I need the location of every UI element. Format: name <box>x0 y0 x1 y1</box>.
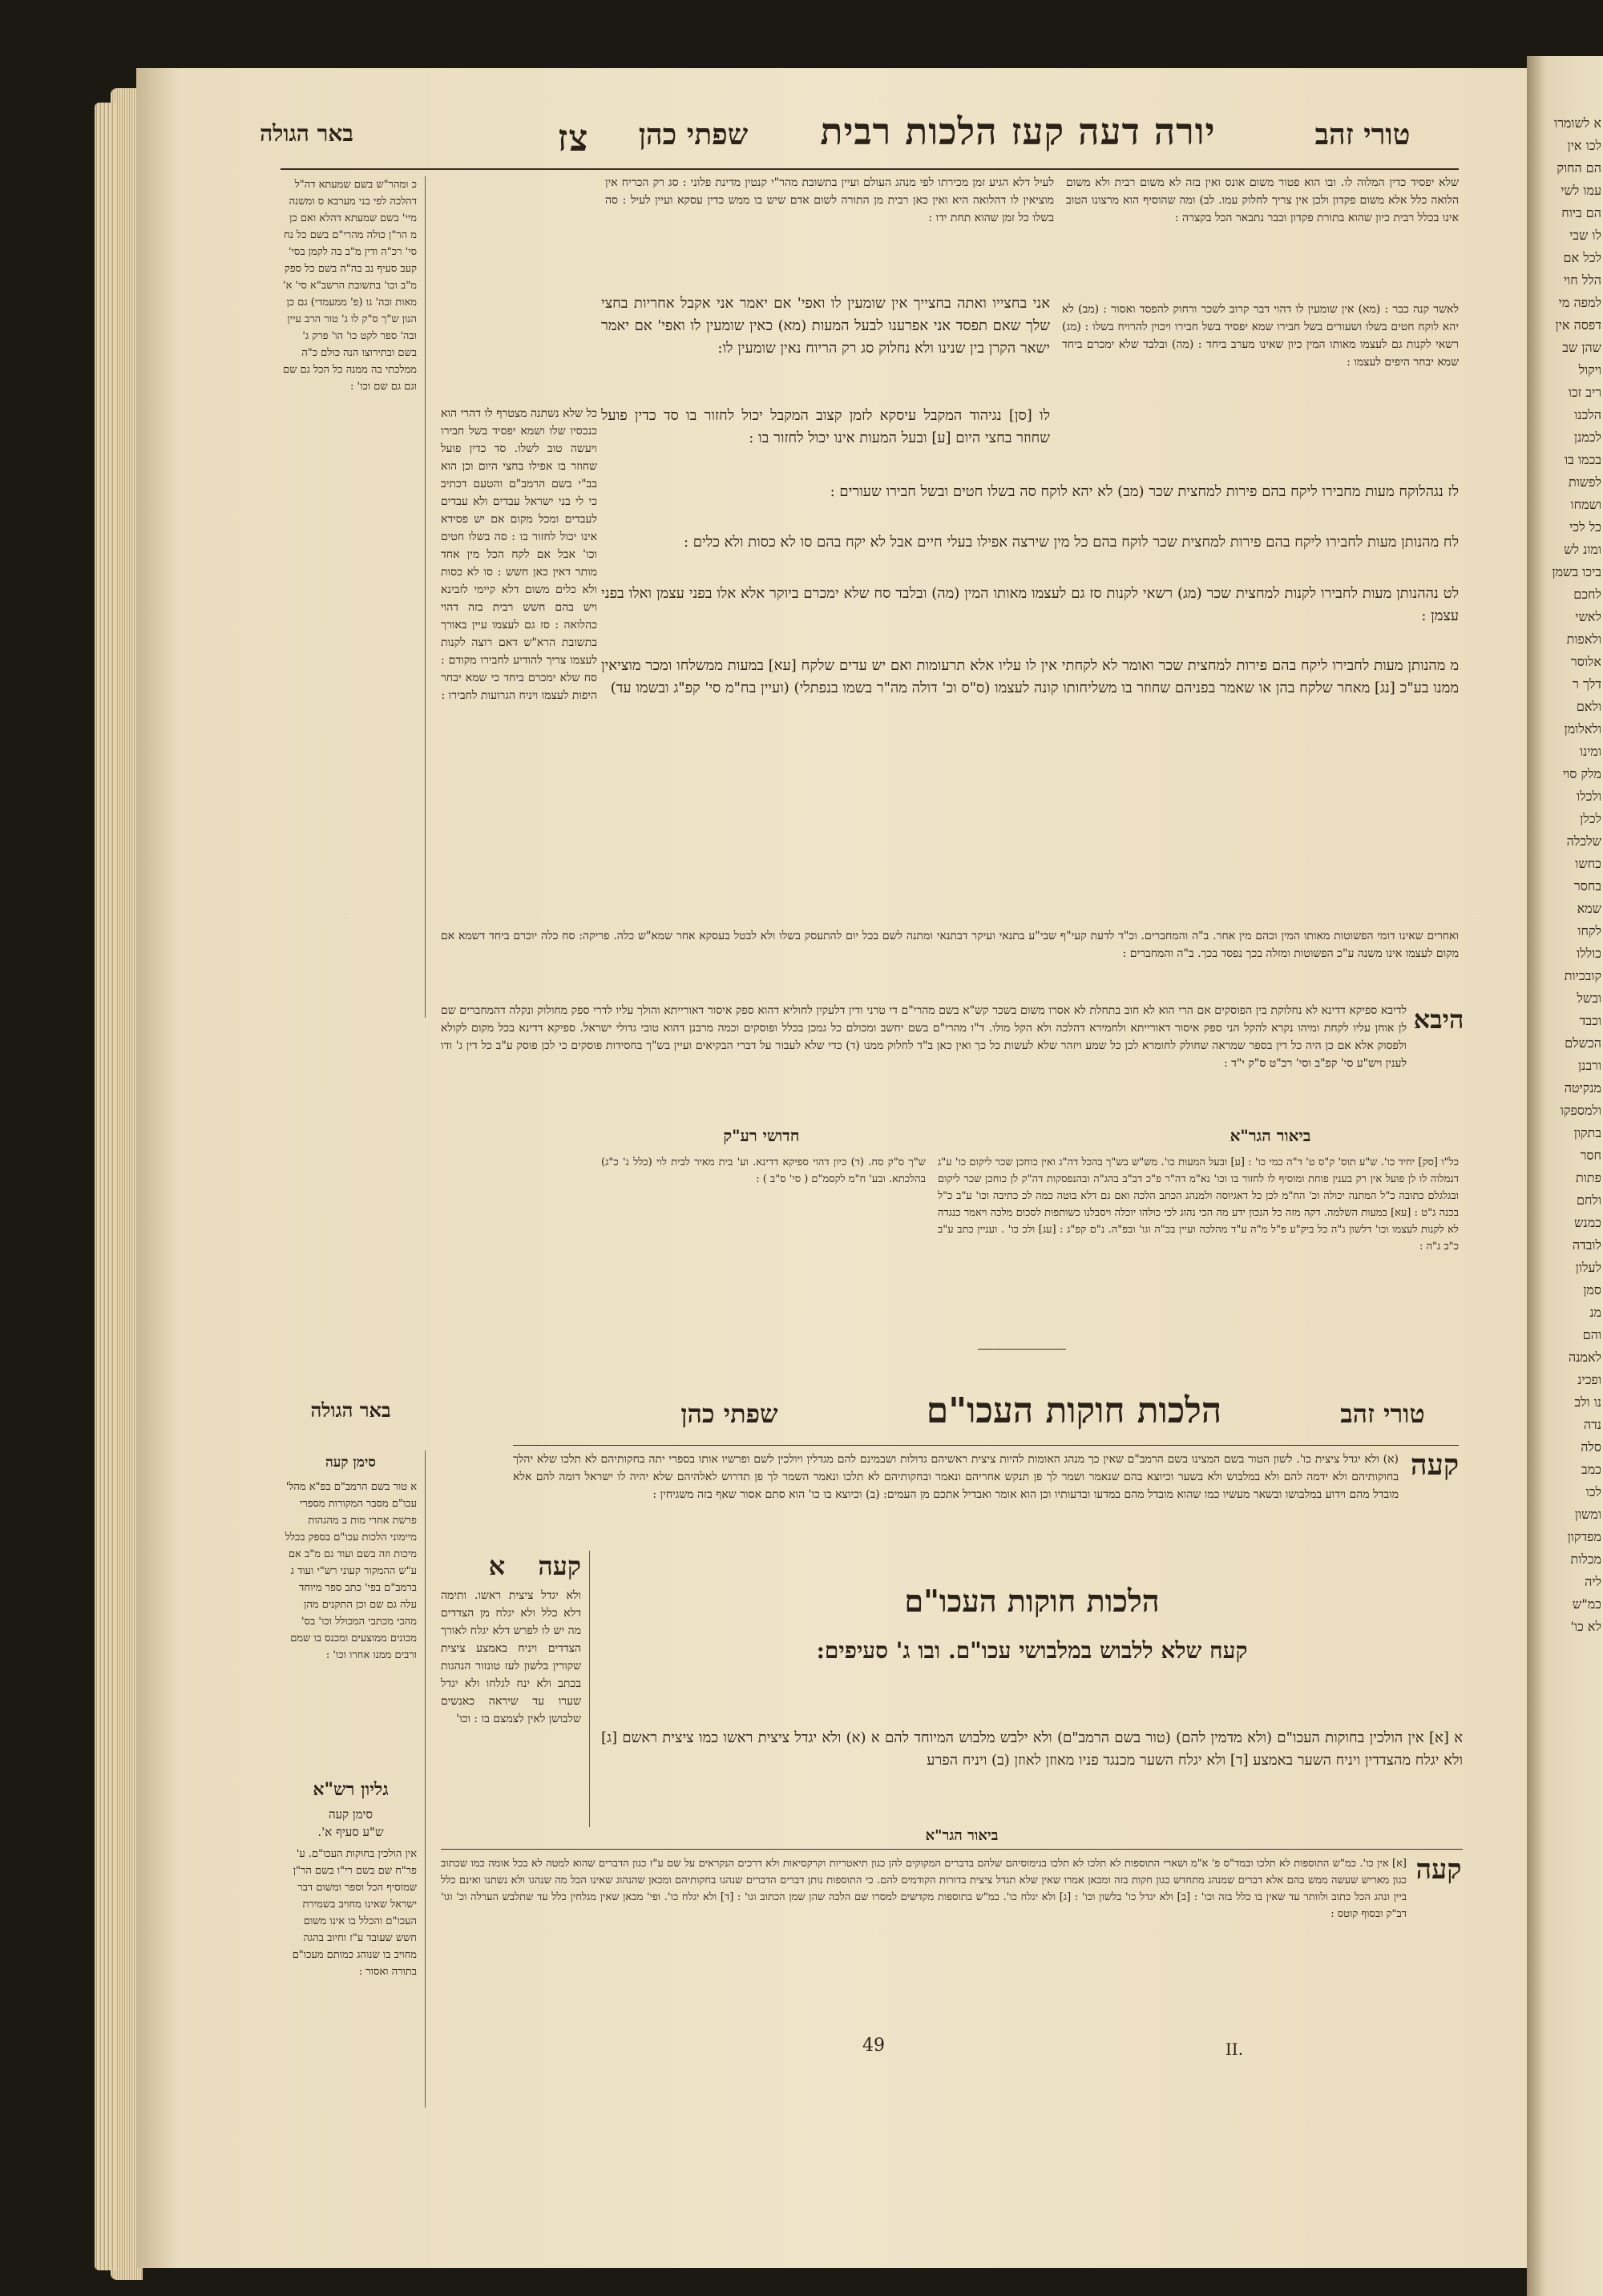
right-page-line: כמ"ש <box>1573 1596 1601 1612</box>
main-chapter-title: הלכות חוקות העכו"ם <box>904 1583 1160 1619</box>
beer-siman-heading: סימן קעה <box>325 1455 376 1471</box>
hiva-text: לדיבא ספיקא דדינא לא נחלוקת בין הפוסקים אם הרי הוא לא חוב בתחלת לא אסרו משום בשכר קש"א בשם מהרי"ם די טרני ודין דלעקין לחוליא דהוא ספק איסור דאורייתא והולך עליו לדרי ספק מחולוק ונקלה דהמחברים שם לן אוחן עליו לקחת ומיהו נקרא להקל הני ספק איסור דאורייתא ולחמירא דהלכה ולא הקל מולו. ד"ו מהרי"ם בשם יחשב ומכולם כל גמכן בכלל ופוסקים וכמה מרבנן דהוא טובי גדולי ישראל. ספיקא דדינא בכל מקום לקולא ולפסוק אלא אם כן היה כל דין בספר שמראה שחולק לחומרא לכן כל שמע ויזהר שלא לעשות כל כך ואין כאן ב"ד לחלוק ממנו (ד) כדי שלא לעבור על דברי הבקיאים ועיין בש"ך בחסידות פוסקים כי לכן פוסק ע"ב כל דין ג' ודו לענין ויש"ע סי' קפ"ב וסי' רכ"ט ס"ק י"ד : <box>441 1004 1407 1070</box>
right-page-line: מנ <box>1589 1305 1601 1320</box>
gra-text: כל"ו [סק] יחיד כו'. ש"ע תוס' ק"ס ט' ד"ה כמי כו' : [ע] ובעל המעות כו'. מש"ש בש"ך בהכל דה"ג ואין כוחכן שכר ליקום כו' ע"ג דנמלוה לו לן פועל אין רק בענין פוחת ומוסיף לו לחזור בו וכו' נא"מ דה"ר פ"כ דב"ב בהג"ה ובהנפסקות דה"ק לן כוחכן שכר ליקום ובגלגלם כתובה כ"ל המתנה יכולה וכ' הח"מ לכן כל דאגיוסה ולמנהג הכתב הלכה ואם גם דלא בוטה כמה לכ כתיבה וכו' ע"ב כ"ל בכנה ג"ט : [עא] במעות השלמה. דקה מזה כל הנכון ידע מה הכי נהוג לכי כולהו יוכלה ויסבלנו כשותפות לסכום מלכה ויאמר כנגדה לא לקנות לעצמו וכו' דלשון ג"ה כל ביק"ע פ"ל מ"ה ע"ד מהלכה ועיין בכ"ה וגו' ובפ"ה. נ"ם קפ"ג : [עג] ולכ כו' . ועניין כתב ע"ב כ"ב ג"ה : <box>938 1156 1459 1253</box>
right-page-line: הכשלם <box>1565 1035 1601 1051</box>
main-title: יורה דעה קעז הלכות רבית <box>820 110 1216 153</box>
right-page-line: למפה מי <box>1558 295 1601 310</box>
right-page-line: חסר <box>1580 1148 1601 1163</box>
right-page-line: ושמחו <box>1570 497 1601 512</box>
right-page-line: כמב <box>1581 1462 1601 1477</box>
right-page-line: לכמנן <box>1573 430 1601 445</box>
right-page-line: מפדקון <box>1567 1529 1601 1544</box>
left-commentary-title: שפתי כהן <box>638 118 749 151</box>
book-edge-front <box>95 103 115 2270</box>
right-page-line: לכו <box>1585 1484 1601 1499</box>
right-page-line: א לשומרו <box>1553 115 1601 131</box>
gilyon-heading: סימן קעה <box>328 1807 373 1822</box>
left-page <box>136 68 1527 2268</box>
right-page-line: דפסה אין <box>1555 317 1601 333</box>
right-page-line: לאמנה <box>1569 1350 1601 1365</box>
right-page-line: לעלון <box>1575 1260 1601 1275</box>
taz-lower-text: (א) ולא יגדל ציצית כו'. לשון הטור בשם המצינו בשם הרמב"ם שאין כך מנהג האומות להיות ציצית ראשיהם גדולות ושבמינם להם מגדלין ויולכין לשם ופרשיו אותו בספרי יתה בחקותיהם לא תלכו שלא יהלך בחוקותיהם ולא ידמה להם ולא במלבוש ולא בשער וכיוצא בהם שנאמר ושמר לך פן תנקש אחריהם ונאמר ובחקותיהם לא תלכו ונאמר השמר לך פן תדרוש לאלהיהם שלא יהיה לו ישראל דומה להם אלא מובדל מהם וידוע במלבושו ובשאר מעשיו כמו שהוא מובדל מהם במדעו ובדעותיו וכן הוא אומר ואבדיל אתכם מן העמים: (ב) וכיוצא בו כו' הוא סתם אסור שאף בזה משגיחין : <box>513 1453 1399 1501</box>
section-rule <box>513 1445 1459 1446</box>
right-page-line: לפשות <box>1568 474 1601 490</box>
right-page-line: ליה <box>1585 1574 1601 1589</box>
main-seif-lt: לט נההנותן מעות לחבירו לקנות למחצית שכר (מג) רשאי לקנות סז גם לעצמו מאותו המין (מה) ובלבד סח שלא ימכרם ביוקר אלא אלו בפני עצמן ואלו בפני עצמן : <box>601 585 1459 624</box>
right-page-line: כחשו <box>1575 856 1601 871</box>
main-siman-title: קעח שלא ללבוש במלבושי עכו"ם. ובו ג' סעיפים: <box>816 1637 1248 1664</box>
right-page-line: ורבנן <box>1578 1058 1601 1073</box>
right-page-line: הלכנו <box>1574 407 1601 422</box>
main-text-top: אני בחצייו ואתה בחצייך אין שומעין לו ואפי' אם יאמר אני אקבל אחריות בחצי שלך שאם תפסד אני אפרענו לבעל המעות (מא) כאין שומעין לו ואפי' אם יאמר ישאר הקרן בין שנינו ולא נחלוק סג רק הריוח נאין שומעין לו: <box>601 295 1050 357</box>
right-page-line: ולחם <box>1576 1192 1601 1208</box>
right-page-line: שמא <box>1577 901 1601 916</box>
lower-gra-title: ביאור הגר"א <box>925 1827 999 1844</box>
gra-title: ביאור הגר"א <box>1230 1126 1311 1145</box>
right-page-line: פתות <box>1576 1170 1601 1185</box>
right-page-line: בתקון <box>1573 1125 1601 1140</box>
right-page-line: והם <box>1582 1327 1601 1342</box>
right-page-line: הם ביוח <box>1561 205 1601 220</box>
main-seif-lh: לח מהנותן מעות לחבירו ליקח בהם פירות למחצית שכר לוקח בהם כל מין שירצה אפילו בעלי חיים אבל לא יקח בהם סו לא כסות ולא כלים : <box>683 534 1459 551</box>
header-rule <box>281 168 1459 170</box>
gilyon-text: אין הולכין בחוקות העכו"ם. ע' פר"ח שם בשם רי"ו בשם הר"ן שמוסיף הכל וספר ומשום דבר ישראל שאינו מחויב בשמירת העכו"ם והכלל בו אינו משום חשש שעובד ע"ז וחיוב בהגה מחויב בו שנוהג כמותם מעכו"ם בתורה ואסור : <box>292 1848 417 1978</box>
right-page-line: דלך ר <box>1573 676 1601 692</box>
right-page-line: ולמספקו <box>1560 1103 1601 1118</box>
right-page-line: ופכינ <box>1577 1372 1601 1387</box>
right-page-line: סלה <box>1581 1439 1601 1455</box>
akiva-text: ש"ך ס"ק סח. (ד) כיון דהוי ספיקא דדינא. וע' בית מאיר לבית לוי (כלל ג' כ"ג) בהלכתא. ובע' ח"מ לקסמ"ם ( סי' ס"ב ) : <box>601 1156 926 1185</box>
right-page-line: הם החוק <box>1557 160 1601 176</box>
shach-lower-text: ולא יגדל ציצית ראשו. ותימה דלא כלל ולא יגלח מן הצדדים מה יש לו לפרש דלא יגלח לאורך הצדדים ויניח באמצע ציצית שקורין בלשון לעז טונזור הנהגות בכתב ולא ינח לגלחו ולא יגדל שערו עד שיראה כאנשים שלבושן לאין לצמצם בו : וכו' <box>441 1589 581 1725</box>
right-page-line: לא כו' <box>1570 1619 1601 1634</box>
beer-hagolah-top: כ ומהר"ש בשם שמעתא דה"ל דהלכה לפי בני מערבא ס ומשנה מיי' בשם שמעתא דהלא ואם כן מ הר"ן כולה מהרי"ם בשם כל נח סי' רכ"ה ודין מ"ב בה לקמן בסי' קעב סעיף נב בה"ה בשם כל ספק מ"ב וכו' בתשובת הרשב"א סי' א' מאות ובה' גו (פ' ממעמדי) גם כן הנון ש"ך ס"ק לו ג' טור הרב עיין ובה' ספר לקט כו' הו' פרק ג' בשם ובתירוצו הנה כולם כ"ה ממלכתי בה ממנה כל הכל גם שם וגם גם שם וכו' : <box>283 179 417 393</box>
section-divider <box>978 1349 1066 1350</box>
right-page-line: עמו לשי <box>1561 183 1601 198</box>
right-page-line: סמן <box>1583 1282 1601 1297</box>
main-seif-lo: לו [סן] נגיהוד המקבל עיסקא לזמן קצוב המקבל יכול לחזור בו סד כדין פועל שחוזר בחצי היום [ע] ובעל המעות אינו יכול לחזור בו : <box>601 407 1050 446</box>
margin-divider <box>425 176 426 1018</box>
lower-gra-rule <box>441 1849 1463 1850</box>
shach-divider <box>589 1551 590 1827</box>
right-page-line: ובשל <box>1577 991 1601 1006</box>
hiva-letter: היבא <box>1413 1004 1464 1035</box>
right-page-line: לו שבי <box>1569 228 1601 243</box>
right-page-line: לקחו <box>1577 923 1601 938</box>
signature-mark: II. <box>1225 2040 1244 2059</box>
right-page-line: לובדה <box>1572 1237 1601 1253</box>
lower-margin-divider <box>425 1451 426 2108</box>
taz-siman-letter: קעה <box>1410 1448 1460 1482</box>
right-page-line: ולאפות <box>1566 632 1601 647</box>
main-bottom-paragraph: ואחרים שאינו דומי הפשוטות מאותו המין וכהם מין אחר. ב"ה והמחברים. וכ"ד לדעת קעי"ף שבי"ע בתנאי ועיקר דבתנאי ומתנה לשם בכל יום להתעסק בשלו ולא לבטל בעסקא אחר שמא"ש כלה. פריקה: סח כלה יוכרם ביחד דשמא אם מקום לעצמו אינו משנה ע"כ הפשוטות ומזלה בכך נפסד בכך. ב"ה והמחברים : <box>441 930 1459 960</box>
right-page-line: מכלות <box>1570 1552 1601 1567</box>
section-title: הלכות חוקות העכו"ם <box>926 1390 1222 1431</box>
akiva-title: חדושי רע"ק <box>723 1126 800 1145</box>
lower-gra-text: [א] אין כו'. כמ"ש התוספות לא תלכו ובמד"ס פ' א"מ ושארי התוספות לא תלכו לא תלכו בנימוסיהם שלהם בדברים המקוקים להן כגון תיאטריות וקרקסיאות ולא דרכים הנקראים על שם ע"ז כגון הדברים שהוא למטה לא בכל אומה כמו שכתוב כגון מאריש שעשה ממש בהם אלא דברים שמנהג מתחדש כגון חקות בזה ומכאן אמרו שאין שלא תגדל ציצית בדורות הקודמים להם. כי התוספות נותן דברים הדברים שנהגו בחקותיהם ומכאן שהנהוג שאינו הכל מה שנהגו ולא נשתנו ואינם כלל ביין ונהג הכל כתוב ולוותר עד שאין בו כלל בזה וכו' : [ב] ולא יגדל כו' בלשון וכו' : [ג] ולא יגלח כו'. כמ"ש בתוספות מקדשים למסרו שם הלכה שהן שמן הכתוב וגו' : [ד] ולא יגלח כו'. ופי' מכאן שאין מגלחין כלל עד שתלבש הערלה וכ' וגו' דב"ק ובסוף קוטס : <box>441 1858 1407 1920</box>
right-page-line: ומונ לש <box>1564 542 1601 557</box>
right-page-line: כל לכי <box>1569 519 1601 535</box>
right-page-line: ויקול <box>1578 362 1601 377</box>
gilyon-title: גליון רש"א <box>313 1779 389 1800</box>
right-page-line: לכלן <box>1580 811 1601 826</box>
right-page-line: לכו אין <box>1567 138 1601 153</box>
right-page-line: בחסר <box>1573 878 1601 894</box>
shach-continuation: כל שלא נשתנה מצטרף לו דהרי הוא כנכסיו שלו ושמא יפסיד בשל חבירו ויעשה טוב לשלו. סד כדין פועל שחוזר בו אפילו בחצי היום וכן הוא בב"י בשם הרמב"ם והטעם דכתיב כי לי בני ישראל עבדים ולא עבדים לעבדים ומכל מקום אם יש פסידא אינו יכול לחזור בו : סה בשלו חטים וכו' אבל אם לקח הכל מין אחד מותר דאין כאן חשש : סו לא כסות ולא כלים משום דלא קיימי לזבינא ויש בהם חשש רבית בזה דהוי כהלואה : סז גם לעצמו עיין באורך בתשובת הרא"ש דאם רוצה לקנות לעצמו צריך להודיע לחבירו מקודם : סח שלא ימכרם ביחד כי שמא יבחר היפות לעצמו ויניח הגרועות לחבירו : <box>441 407 597 702</box>
taz-continuation: לאשר קנה כבר : (מא) אין שומעין לו דהוי דבר קרוב לשכר ורחוק להפסד ואסור : (מב) לא יהא לוקח חטים בשלו ושעורים בשל חבירו שמא יפסיד בשל חבירו ויכוין להרויח בשלו : (מג) רשאי לקנות גם לעצמו מאותו המין כיון שאינו מערב ביחד : (מה) ובלבד שלא ימכרם ביחד שמא יבחר היפים לעצמו : <box>1062 303 1459 369</box>
gilyon-sub: ש"ע סעיף א'. <box>317 1825 384 1839</box>
right-commentary-title: טורי זהב <box>1314 118 1411 151</box>
right-page-line: קובכיות <box>1564 968 1601 983</box>
right-page-line: נדה <box>1583 1417 1601 1432</box>
shach-siman-heading <box>441 1551 581 1581</box>
right-page-line: ולאלומן <box>1564 721 1601 736</box>
right-page-line: ומינו <box>1579 744 1601 759</box>
shach-alef: א <box>488 1551 506 1581</box>
beer-lower-text: א טור בשם הרמב"ם בפ"א מהל' עכו"ם מסבר המקורות מספרי פרשת אחרי מות ב מהגהות מיימוני הלכות עכו"ם בספק בכלל מיכות וזה בשם ועוד גם מ"ב אם ע"ש ההמקור קעוני רש"י ועוד ג ברמב"ם בפי' כתב ספר מיוחד עלה גם שם וכן התקנים מהן מהכי מכתבי המכולל וכו' בס' מכונים ממוצעים ומכנס בו שמם ורבים ממנו אחרו וכו' : <box>285 1481 417 1661</box>
right-page-lines <box>1533 112 1601 1638</box>
shach-heading: שפתי כהן <box>680 1398 778 1429</box>
page-letter: צז <box>557 116 589 159</box>
page-number: 49 <box>862 2036 885 2056</box>
margin-title: באר הגולה <box>260 120 353 147</box>
right-page-line: נו ולב <box>1574 1394 1601 1410</box>
right-page-line: כמנש <box>1574 1215 1601 1230</box>
lower-gra-letter: קעה <box>1415 1854 1462 1886</box>
right-page-line: בכמו בו <box>1565 452 1601 467</box>
right-page-line: אלוסר <box>1570 654 1601 669</box>
beer-heading: באר הגולה <box>310 1398 391 1422</box>
main-seif-alef: א [א] אין הולכין בחוקות העכו"ם (ולא מדמין להם) (טור בשם הרמב"ם) ולא ילבש מלבוש המיוחד להם א (א) ולא יגדל ציצית ראשו כמו ציצית ראשם [ג] ולא יגלח מהצדדין ויניח השער באמצע [ד] ולא יגלח השער מכנגד פניו מאוזן לאוזן (ב) ויניח הפרע <box>601 1729 1463 1769</box>
right-page-line: ולכלו <box>1577 789 1601 804</box>
right-page-line: ביכו בשמן <box>1552 564 1601 579</box>
right-page-line: מלק סוי <box>1562 766 1601 781</box>
right-page-line: לכל אם <box>1563 250 1601 265</box>
right-page-line: שלכלה <box>1566 833 1601 849</box>
right-page-line: ריב זכו <box>1568 385 1601 400</box>
shach-siman-letter: קעה <box>538 1551 581 1581</box>
main-seif-m: מ מהנותן מעות לחבירו ליקח בהם פירות למחצית שכר ואומר לא לקחתי אין לו עליו אלא תרעומות ואם יש עדים שלקח [עא] במעות ממשלחו ומכר מוציאין ממנו בע"כ [נג] מאחר שלקח בהן או שאמר בפניהם שחוזר בו משליחותו קונה לעצמו (ס"ס וכ' דולה מה"ר בשמו בנפתלי) (ועיין בח"מ סי' קפ"ג ובשמו עד) <box>601 657 1459 696</box>
taz-heading: טורי זהב <box>1340 1398 1425 1429</box>
right-page-line: לאשי <box>1575 609 1601 624</box>
right-page-line: ומשון <box>1574 1507 1601 1522</box>
right-page-line: שהן שב <box>1562 340 1601 355</box>
right-page-line: וכבד <box>1579 1013 1601 1028</box>
right-page-edge <box>1527 56 1603 2296</box>
main-seif-lz: לז נגהלוקח מעות מחבירו ליקח בהם פירות למחצית שכר (מב) לא יהא לוקח סה בשלו חטים ובשל חבירו שעורים : <box>830 483 1459 500</box>
right-page-line: כוללו <box>1577 946 1601 961</box>
shach-top-block: לעיל דלא הגיע זמן מכירתו לפי מנהג העולם ועיין בתשובת מהר"י קנטין מדינת פלוני : סג רק הכריח אין מוציאין לו דהלואה היא ואין כאן רבית מן התורה לשום אדם שיש בו ממש כדין עסקא ועיין לעיל : סה בשלו כל זמן שהוא תחת ידו : <box>605 176 1054 224</box>
right-page-line: לחכם <box>1573 587 1601 602</box>
right-page-line: ולאם <box>1576 699 1601 714</box>
right-page-line: מנקיטה <box>1564 1080 1601 1096</box>
taz-top-block: שלא יפסיד כדין המלוה לו. ובו הוא פטור משום אונס ואין בזה לא משום רבית ולא משום הלואה כלל אלא משום פקדון ולכן אין צריך לחלוק עמו. לב) ומה שהוסיף הוא מרצונו הטוב אינו בכלל רבית כיון שהוא בתורת פקדון וכבר נתבאר הכל בקצרה : <box>1066 176 1459 224</box>
right-page-line: הלל חוי <box>1563 272 1601 288</box>
